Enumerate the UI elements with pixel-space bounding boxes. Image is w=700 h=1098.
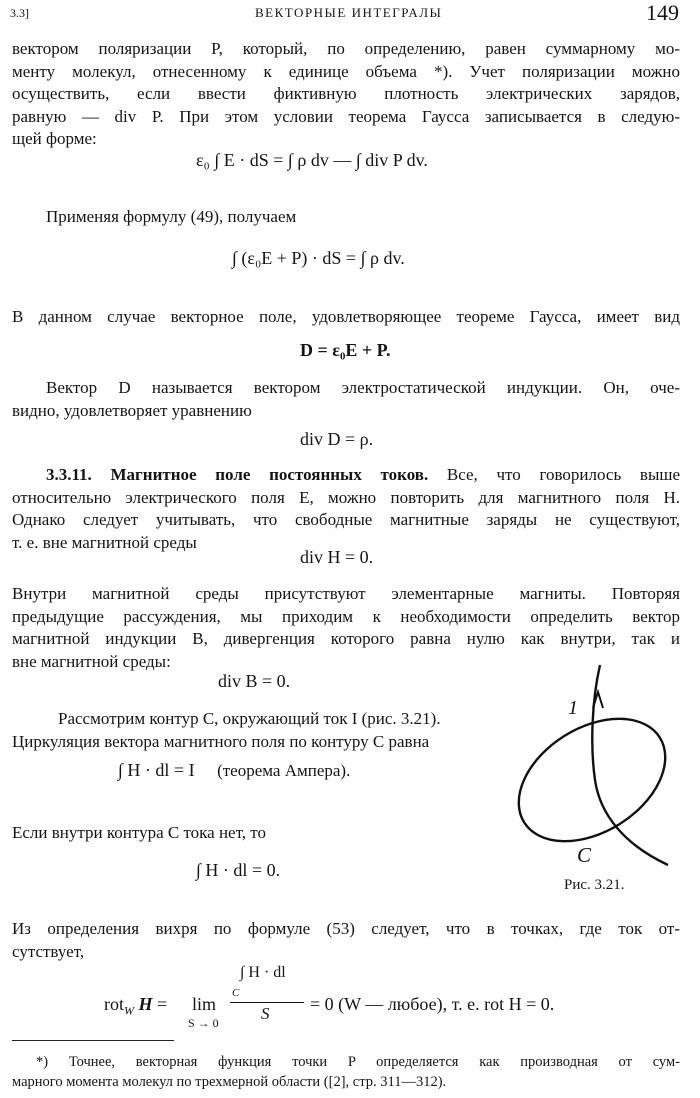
- text-line: менту молекул, отнесенному к единице объема *). Учет поляризации можно: [12, 61, 680, 81]
- text-line: Внутри магнитной среды присутствуют элементарные магниты. Повторяя: [12, 584, 680, 603]
- equation-div-h: div H = 0.: [300, 547, 374, 567]
- footnote-line: марного момента молекул по трехмерной области ([2], стр. 311—312).: [12, 1074, 447, 1090]
- fraction-bar: [230, 1002, 304, 1003]
- equation-lim-sub: S → 0: [188, 1016, 219, 1030]
- equation-curl-lhs: rot$_W$ H =: [104, 994, 168, 1018]
- paragraph-polarization: [12, 38, 680, 151]
- footnote-line: *) Точнее, векторная функция точки P определяется как производная от сум-: [36, 1054, 680, 1070]
- text-line: вектором поляризации P, который, по определению, равен суммарному мо-: [12, 39, 680, 58]
- header-page-number: 149: [646, 0, 679, 25]
- equation-curl-rot: rot: [104, 994, 124, 1014]
- text-line: Из определения вихря по формуле (53) следует, что в точках, где ток от-: [12, 919, 680, 938]
- equation-fraction-denominator: S: [261, 1004, 270, 1023]
- text-line: т. е. вне магнитной среды: [12, 532, 197, 552]
- paragraph-induction-vector: [12, 377, 680, 422]
- equation-lim: lim: [192, 994, 217, 1014]
- text-line: Циркуляция вектора магнитного поля по контуру C равна: [12, 731, 430, 751]
- equation-fraction-numerator-sub: C: [232, 987, 240, 999]
- section-heading-line: [12, 464, 680, 487]
- equation-circulation-zero: ∫ H · dl = 0.: [196, 860, 281, 880]
- section-title: Магнитное поле постоянных токов.: [110, 465, 429, 484]
- equation-d-definition: D = ε₀E + P.: [300, 340, 391, 360]
- text-line: предыдущие рассуждения, мы приходим к необходимости определить вектор: [12, 606, 680, 626]
- header-section-number: 3.3]: [10, 6, 29, 20]
- text-line: сутствует,: [12, 941, 85, 961]
- text-line: относительно электрического поля E, можно повторить для магнитного поля H.: [12, 487, 680, 507]
- equation-curl-limit: [104, 962, 644, 1034]
- text-line: Рассмотрим контур C, окружающий ток I (рис. 3.21).: [58, 709, 441, 728]
- equation-div-d: div D = ρ.: [300, 429, 374, 449]
- text-line: магнитной индукции B, дивергенция которого равна нулю как внутри, так и: [12, 629, 680, 648]
- footnote: [12, 1052, 680, 1092]
- equation-div-b: div B = 0.: [218, 671, 291, 691]
- figure-3-21: [500, 660, 690, 880]
- section-number: 3.3.11.: [46, 465, 92, 484]
- equation-curl-rhs: = 0 (W — любое), т. е. rot H = 0.: [310, 994, 555, 1014]
- text-line: Применяя формулу (49), получаем: [46, 207, 297, 226]
- paragraph-curl: [12, 918, 680, 963]
- text-line: Вектор D называется вектором электростатической индукции. Он, оче-: [46, 378, 680, 397]
- footnote-rule: [12, 1040, 174, 1041]
- equation-ampere-formula: ∫ H · dl = I: [118, 760, 195, 780]
- figure-label-contour: C: [577, 843, 592, 867]
- text-line: осуществить, если ввести фиктивную плотность электрических зарядов,: [12, 84, 680, 103]
- text-line: видно, удовлетворяет уравнению: [12, 400, 252, 420]
- current-wire: [592, 665, 668, 865]
- paragraph-contour: [12, 708, 492, 753]
- equation-ampere-note: (теорема Ампера).: [217, 761, 351, 780]
- text-line: равную — div P. При этом условии теорема Гаусса записывается в следую-: [12, 106, 680, 126]
- text-line: Однако следует учитывать, что свободные магнитные заряды не существуют,: [12, 510, 680, 529]
- figure-caption: Рис. 3.21.: [564, 877, 625, 893]
- text-line: Если внутри контура C тока нет, то: [12, 823, 266, 842]
- equation-gauss-displacement: ∫ (ε₀E + P) · dS = ∫ ρ dv.: [232, 248, 405, 268]
- section-magnetic-field: [12, 464, 680, 554]
- text-line: щей форме:: [12, 129, 97, 148]
- figure-label-current: 1: [568, 697, 578, 719]
- equation-curl-sub: W: [124, 1003, 134, 1018]
- equation-ampere: [118, 760, 350, 781]
- text-line: В данном случае векторное поле, удовлетворяющее теореме Гаусса, имеет вид: [12, 307, 680, 326]
- text-line: вне магнитной среды:: [12, 651, 171, 671]
- paragraph-no-current: [12, 822, 412, 845]
- equation-fraction-numerator: ∫ H · dl: [240, 964, 286, 981]
- paragraph-vector-field: [12, 306, 680, 329]
- paragraph-applying-formula: [46, 206, 646, 229]
- header-title: ВЕКТОРНЫЕ ИНТЕГРАЛЫ: [255, 5, 443, 20]
- text-line: Все, что говорилось выше: [446, 465, 681, 484]
- equation-gauss-polarized: ε₀ ∫ E · dS = ∫ ρ dv — ∫ div P dv.: [196, 150, 428, 170]
